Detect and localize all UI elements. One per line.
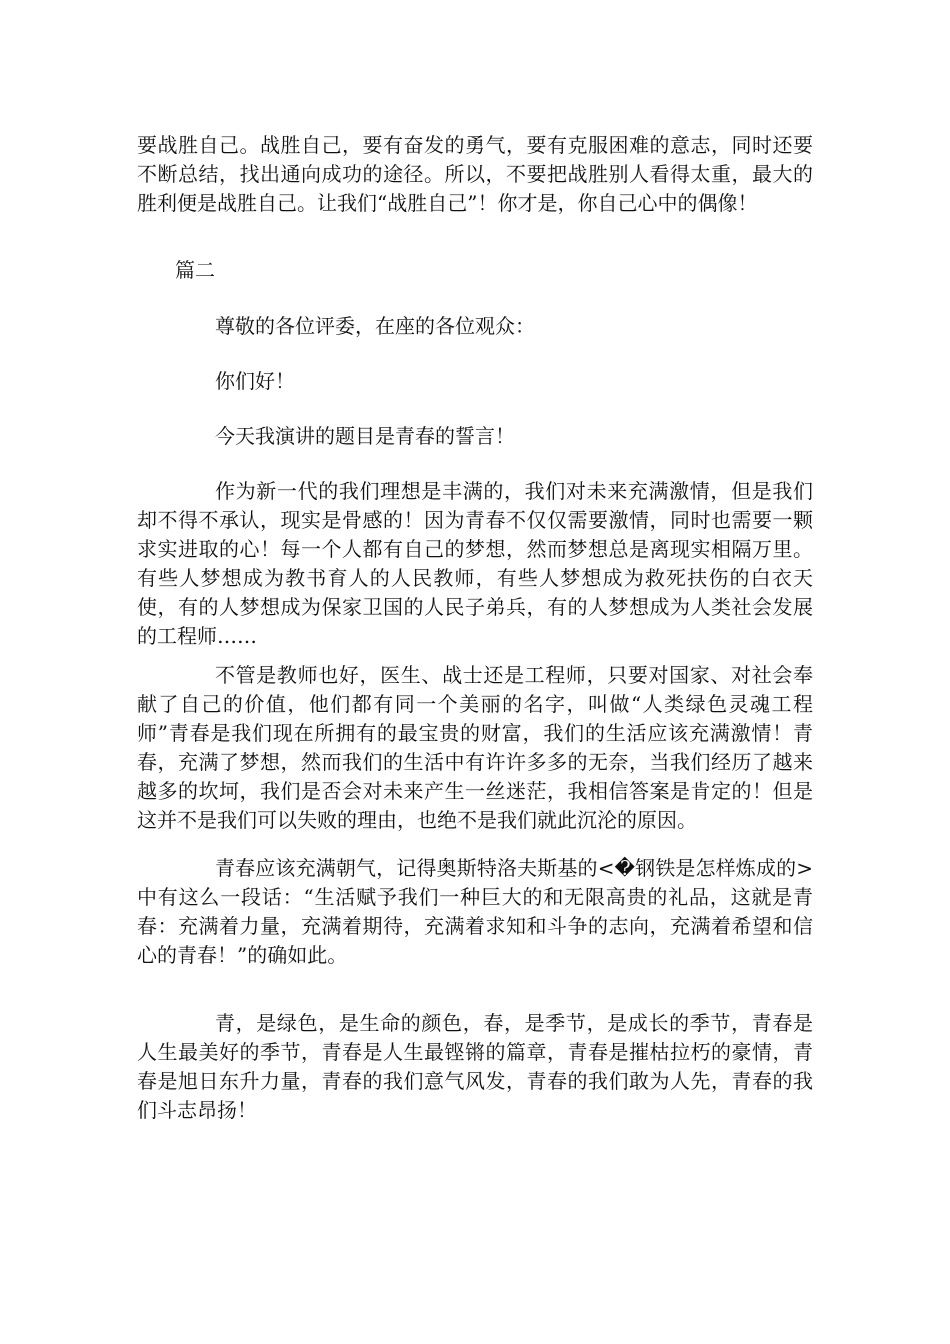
- paragraph-quote: 青春应该充满朝气，记得奥斯特洛夫斯基的<�钢铁是怎样炼成的>中有这么一段话：“生活赋予我们一种巨大的和无限高贵的礼品，这就是青春：充满着力量，充满着期待，充满着求知和斗争的志向，充满着希望和信心的青春！”的确如此。: [137, 856, 813, 967]
- paragraph-professions: 不管是教师也好，医生、战士还是工程师，只要对国家、对社会奉献了自己的价值，他们都有同一个美丽的名字，叫做“人类绿色灵魂工程师”青春是我们现在所拥有的最宝贵的财富，我们的生活应该充满激情！青春，充满了梦想，然而我们的生活中有许许多多的无奈，当我们经历了越来越多的坎坷，我们是否会对未来产生一丝迷茫，我相信答案是肯定的！但是这并不是我们可以失败的理由，也绝不是我们就此沉沦的原因。: [137, 663, 813, 832]
- paragraph-conclusion: 要战胜自己。战胜自己，要有奋发的勇气，要有克服困难的意志，同时还要不断总结，找出通向成功的途径。所以，不要把战胜别人看得太重，最大的胜利便是战胜自己。让我们“战胜自己”！你才是，你自己心中的偶像！: [137, 133, 813, 215]
- paragraph-youth: 青，是绿色，是生命的颜色，春，是季节，是成长的季节，青春是人生最美好的季节，青春是人生最铿锵的篇章，青春是摧枯拉朽的豪情，青春是旭日东升力量，青春的我们意气风发，青春的我们敢为人先，青春的我们斗志昂扬！: [137, 1011, 813, 1122]
- paragraph-topic: 今天我演讲的题目是青春的誓言！: [215, 424, 515, 448]
- paragraph-greeting-judges: 尊敬的各位评委，在座的各位观众：: [215, 314, 535, 338]
- paragraph-dreams: 作为新一代的我们理想是丰满的，我们对未来充满激情，但是我们却不得不承认，现实是骨感的！因为青春不仅仅需要激情，同时也需要一颗求实进取的心！每一个人都有自己的梦想，然而梦想总是离现实相隔万里。有些人梦想成为教书育人的人民教师，有些人梦想成为救死扶伤的白衣天使，有的人梦想成为保家卫国的人民子弟兵，有的人梦想成为人类社会发展的工程师……: [137, 479, 813, 648]
- section-heading: 篇二: [175, 258, 215, 282]
- paragraph-hello: 你们好！: [215, 369, 295, 393]
